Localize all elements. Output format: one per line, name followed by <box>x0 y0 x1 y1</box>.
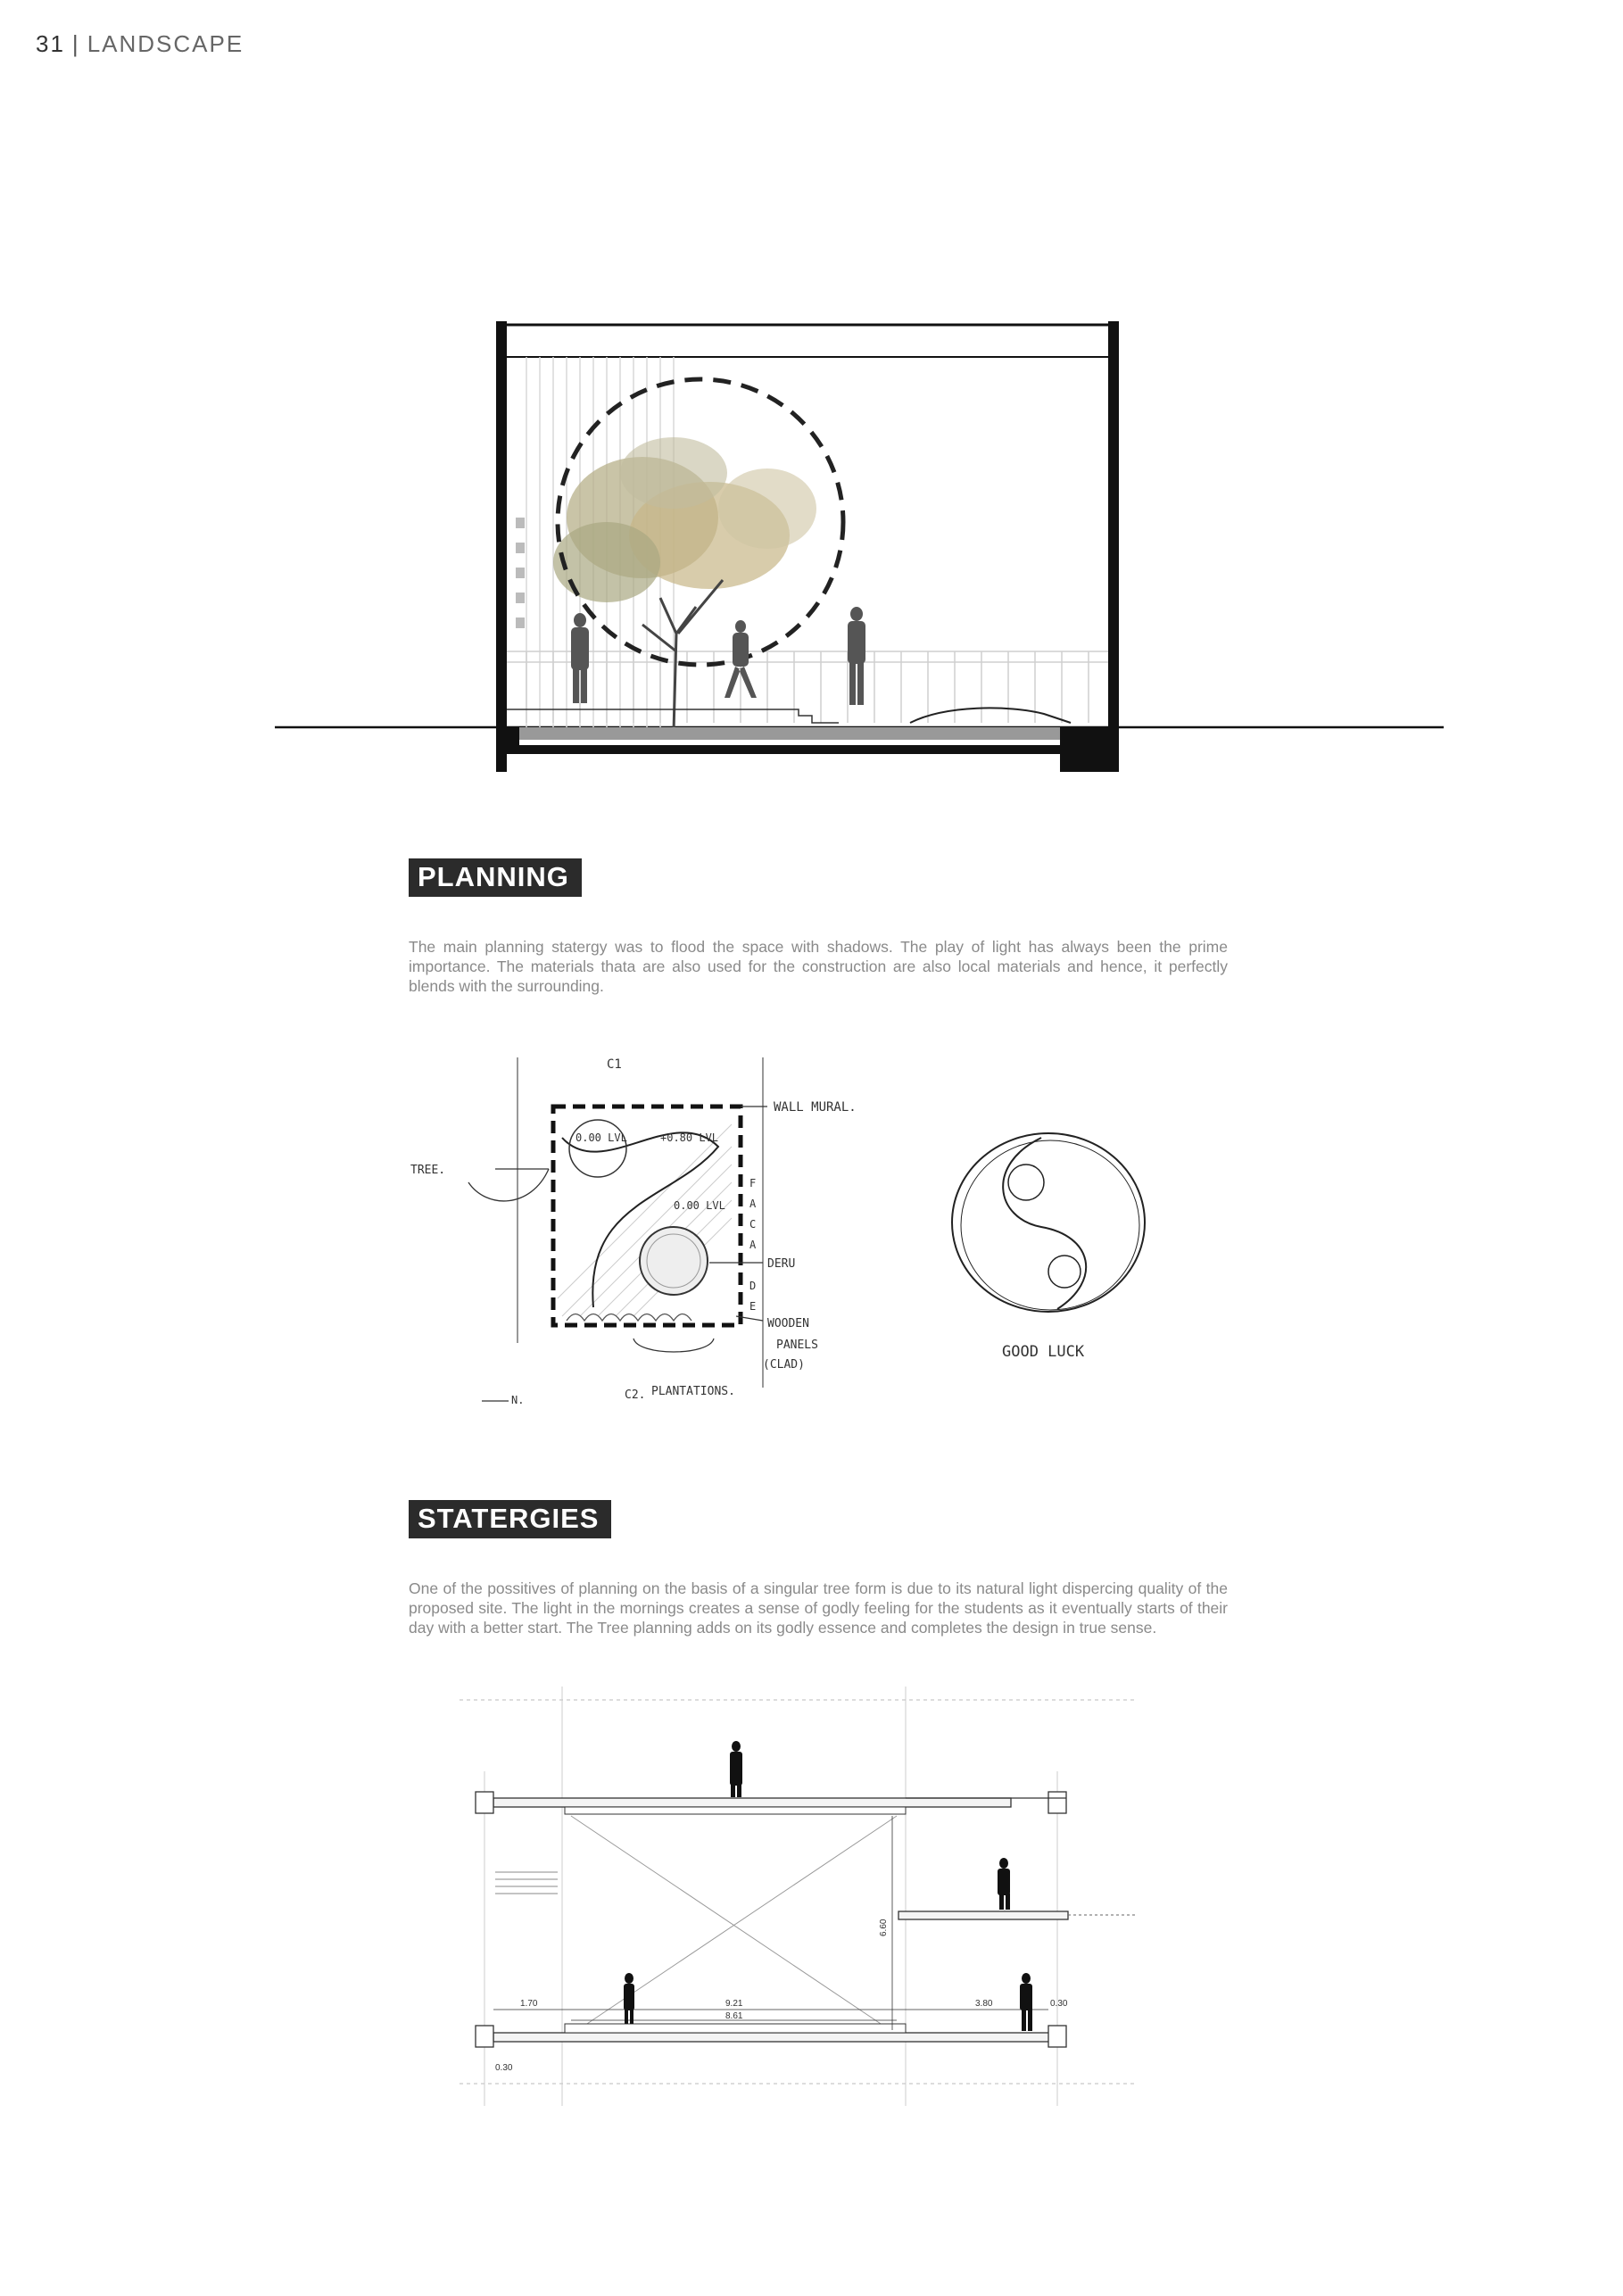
dimension-label: 9.21 <box>725 1999 743 2009</box>
section-title: LANDSCAPE <box>87 30 244 57</box>
sketch-label-good-luck: GOOD LUCK <box>1002 1343 1085 1361</box>
scale-figures <box>624 1741 1032 2031</box>
dimension-label: 6.60 <box>879 1919 889 1936</box>
sketch-label-tree: TREE. <box>410 1164 446 1177</box>
sketch-label-level-c: 0.00 LVL <box>674 1199 725 1212</box>
yin-yang-sketch <box>952 1133 1145 1312</box>
sketch-label-c1: C1 <box>607 1057 622 1072</box>
sketch-side-letter: C <box>749 1218 757 1231</box>
sketch-side-letter: F <box>749 1177 757 1189</box>
strategies-heading: STATERGIES <box>409 1500 611 1538</box>
sketch-side-letter: A <box>749 1198 757 1210</box>
dimension-label: 1.70 <box>520 1999 538 2009</box>
planning-heading: PLANNING <box>409 858 582 897</box>
sketch-side-letter: A <box>749 1239 757 1251</box>
building-section-drawing <box>451 1687 1147 2115</box>
dimension-label: 3.80 <box>975 1999 993 2009</box>
sketch-label-level-a: 0.00 LVL <box>576 1131 627 1144</box>
sketch-label-north: N. <box>511 1394 525 1406</box>
sketch-label-level-b: +0.80 LVL <box>660 1131 719 1144</box>
dimension-label: 0.30 <box>495 2063 513 2073</box>
sketch-side-letter: E <box>749 1300 757 1313</box>
sketch-label-plantations: PLANTATIONS. <box>651 1385 735 1398</box>
planning-paragraph: The main planning statergy was to flood the space with shadows. The play of light has always been the prime importance. The materials thata are also used for the construction are also local materials and hence, it perfectly blends with the surrounding. <box>409 938 1228 995</box>
sketch-side-letter: D <box>749 1280 757 1292</box>
courtyard-section-drawing <box>268 312 1445 785</box>
sketch-label-deru: DERU <box>767 1257 796 1271</box>
sketch-label-clad: (CLAD) <box>763 1358 805 1372</box>
page-header <box>36 30 244 58</box>
dimension-label: 8.61 <box>725 2011 743 2021</box>
sketch-label-panels: PANELS <box>776 1339 818 1352</box>
sketch-label-wall-mural: WALL MURAL. <box>774 1100 857 1115</box>
page-number: 31 <box>36 30 65 57</box>
header-separator: | <box>71 30 80 57</box>
dimension-label: 0.30 <box>1050 1999 1068 2009</box>
sketch-label-wooden: WOODEN <box>767 1317 809 1330</box>
sketch-label-c2: C2. <box>625 1388 646 1402</box>
strategies-paragraph: One of the possitives of planning on the basis of a singular tree form is due to its natural light dispercing quality of the proposed site. The light in the mornings creates a sense of godly feeling for the students as it eventually starts of their day with a better start. The Tree planning adds on its godly essence and completes the design in true sense. <box>409 1579 1228 1637</box>
planning-sketch <box>406 1049 1236 1414</box>
